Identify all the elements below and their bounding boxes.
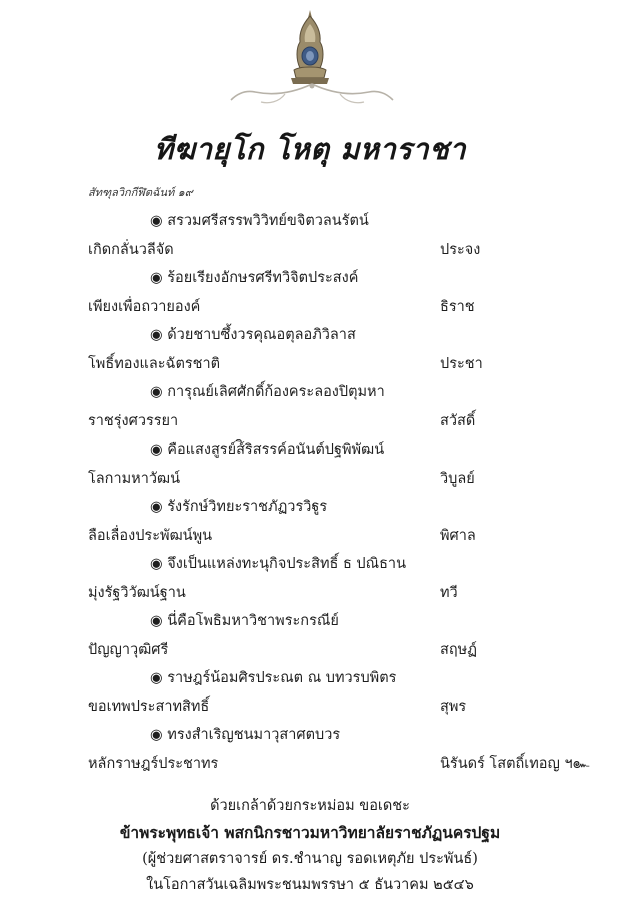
- stanza-1-line1: ◉ สรวมศรีสรรพวิวิทย์ขจิตวลนรัตน์: [150, 213, 369, 229]
- stanza-2-end: ธิราช: [440, 299, 475, 315]
- stanza-10-line1: ◉ ทรงสำเริญชนมาวุสาศตบวร: [150, 727, 341, 743]
- stanza-5-line1: ◉ คือแสงสูรย์ส์ิริสรรค์อนันต์ปฐพิพัฒน์: [150, 442, 385, 458]
- stanza-7-line1: ◉ จึงเป็นแหล่งทะนุกิจประสิทธิ์ ธ ปณิธาน: [150, 556, 406, 572]
- stanza-9-line2: ขอเทพประสาทสิทธิ์: [88, 699, 210, 715]
- stanza-4-end: สวัสดิ์: [440, 413, 476, 429]
- stanza-7-line2: มุ่งรัฐวิวัฒน์ฐาน: [88, 585, 186, 601]
- stanza-7-end: ทวี: [440, 585, 458, 601]
- stanza-3-line2: โพธิ์ทองและฉัตรชาติ: [88, 356, 221, 372]
- stanza-5-end: วิบูลย์: [440, 471, 475, 487]
- stanza-6-end: พิศาล: [440, 528, 476, 544]
- stanza-8-line1: ◉ นี่คือโพธิมหาวิชาพระกรณีย์: [150, 613, 339, 629]
- stanza-5-line2: โลกามหาวัฒน์: [88, 471, 181, 487]
- stanza-8-line2: ปัญญาวุฒิศรี: [88, 642, 169, 658]
- stanza-9-end: สุพร: [440, 699, 467, 715]
- footer-salutation: ด้วยเกล้าด้วยกระหม่อม ขอเดชะ: [210, 798, 410, 814]
- meter-label: สัทฑุลวิกกีฬิตฉันท์ ๑๙: [88, 186, 193, 199]
- stanza-4-line1: ◉ การุณย์เลิศศักดิ์ก้องคระลองปิตุมหา: [150, 384, 385, 400]
- stanza-1-line2: เกิดกลั่นวลีจัด: [88, 242, 174, 258]
- stanza-3-line1: ◉ ด้วยชาบซึ้งวรคุณอตุลอภิวิลาส: [150, 327, 356, 343]
- stanza-8-end: สฤษฏ์: [440, 642, 477, 658]
- page-title: ทีฆายุโก โหตุ มหาราชา: [153, 132, 467, 166]
- stanza-3-end: ประชา: [440, 356, 483, 372]
- stanza-9-line1: ◉ ราษฎร์น้อมศิรประณต ณ บทวรบพิตร: [150, 670, 397, 686]
- stanza-6-line1: ◉ รังรักษ์วิทยะราชภัฏวรวิฐูร: [150, 499, 328, 515]
- stanza-4-line2: ราชรุ่งศวรรยา: [88, 413, 179, 429]
- footer-author-group: ข้าพระพุทธเจ้า พสกนิกรชาวมหาวิทยาลัยราชภัฏนครปฐม: [119, 823, 501, 842]
- stanza-1-end: ประจง: [440, 242, 481, 258]
- footer-occasion: ในโอกาสวันเฉลิมพระชนมพรรษา ๕ ธันวาคม ๒๕๔๖: [146, 877, 474, 893]
- footer-composer: (ผู้ช่วยศาสตราจารย์ ดร.ชำนาญ รอดเหตุภัย ประพันธ์): [142, 851, 478, 867]
- stanza-2-line1: ◉ ร้อยเรียงอักษรศรีทวิจิตประสงค์: [150, 270, 359, 286]
- stanza-10-line2: หลักราษฎร์ประชาทร: [88, 756, 219, 772]
- stanza-2-line2: เพียงเพื่อถวายองค์: [88, 299, 201, 315]
- stanza-10-end: นิรันดร์ โสตถิ์เทอญ ฯ๛: [440, 756, 590, 772]
- stanza-6-line2: ลือเลื่องประพัฒน์พูน: [88, 528, 213, 544]
